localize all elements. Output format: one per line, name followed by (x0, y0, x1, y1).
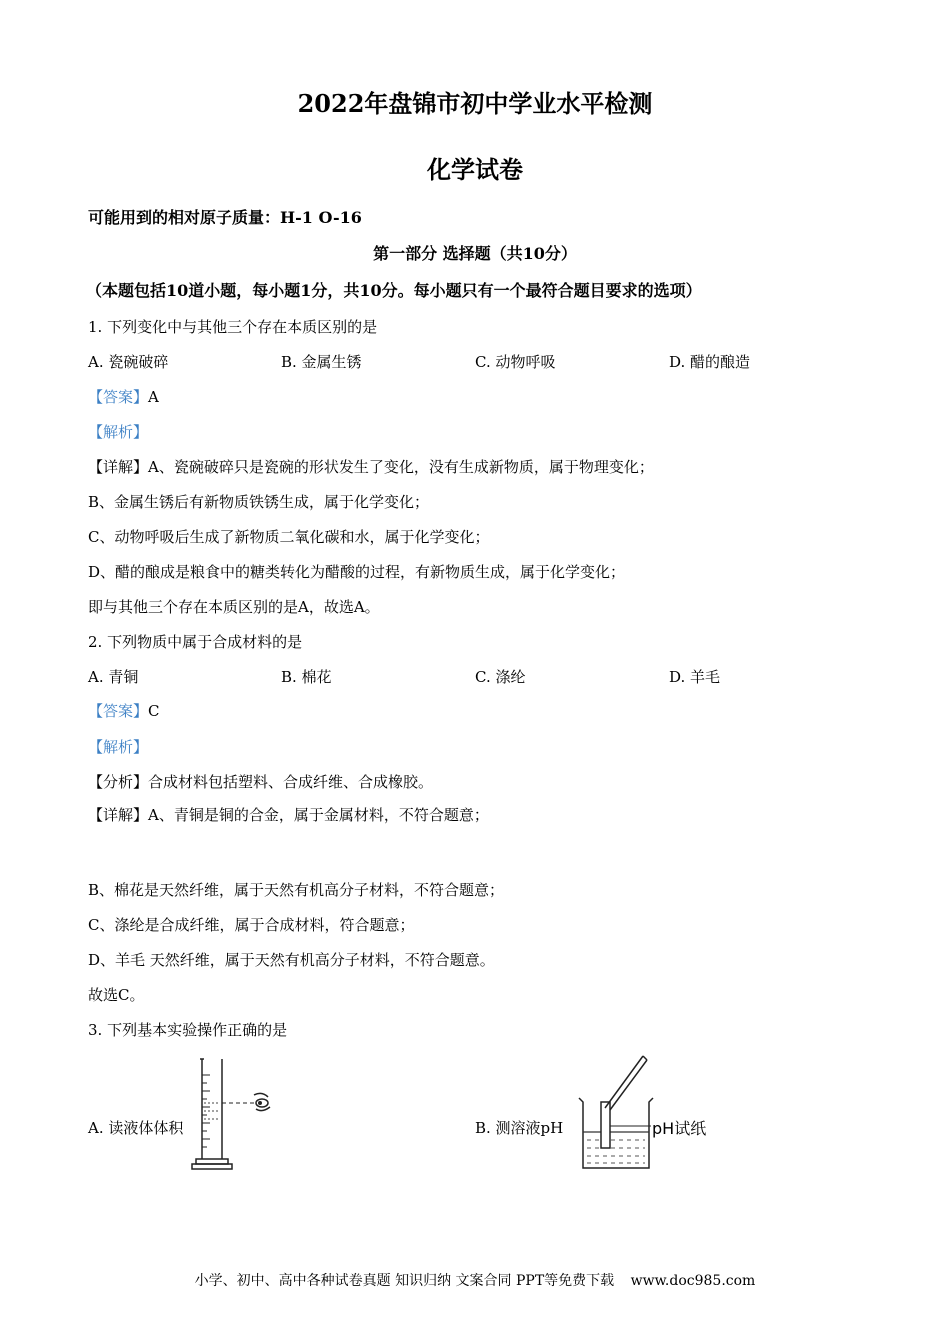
q1-option-b: B. 金属生锈 (281, 353, 362, 371)
page-footer (0, 1270, 950, 1290)
footer-site-link[interactable]: www.doc985.com (630, 1273, 756, 1289)
footer-text: 小学、初中、高中各种试卷真题 知识归纳 文案合同 PPT等免费下载 (194, 1273, 615, 1289)
q1-answer (88, 386, 159, 407)
q2-detail-line: C、涤纶是合成纤维，属于合成材料，符合题意； (88, 916, 415, 934)
q2-option-d: D. 羊毛 (669, 668, 721, 686)
q2-stem: 2. 下列物质中属于合成材料的是 (88, 633, 303, 651)
section-instructions: （本题包括10道小题，每小题1分，共10分。每小题只有一个最符合题目要求的选项） (86, 281, 702, 300)
q1-stem: 1. 下列变化中与其他三个存在本质区别的是 (88, 318, 378, 336)
q1-detail-line: B、金属生锈后有新物质铁锈生成，属于化学变化； (88, 493, 430, 511)
q1-detail-line: 即与其他三个存在本质区别的是A，故选A。 (88, 598, 380, 616)
q1-analysis-tag: 【解析】 (88, 423, 149, 441)
q3-option-a-label: A. 读液体体积 (88, 1119, 184, 1137)
q2-detail-line: 【详解】A、青铜是铜的合金，属于金属材料，不符合题意； (88, 806, 489, 824)
exam-subtitle: 化学试卷 (427, 155, 523, 184)
q2-option-a: A. 青铜 (88, 668, 139, 686)
q1-option-c: C. 动物呼吸 (475, 353, 556, 371)
q2-answer (88, 700, 160, 721)
atomic-mass-note: 可能用到的相对原子质量：H-1 O-16 (88, 208, 362, 227)
graduated-cylinder-image (190, 1055, 280, 1173)
q1-detail-line: D、醋的酿成是粮食中的糖类转化为醋酸的过程，有新物质生成，属于化学变化； (88, 563, 626, 581)
q2-option-b: B. 棉花 (281, 668, 332, 686)
q3-stem: 3. 下列基本实验操作正确的是 (88, 1021, 288, 1039)
q2-detail-line: 故选C。 (88, 986, 145, 1004)
q1-detail-line: 【详解】A、瓷碗破碎只是瓷碗的形状发生了变化，没有生成新物质，属于物理变化； (88, 458, 654, 476)
answer-tag: 【答案】 (88, 702, 149, 720)
q2-analysis-line: 【分析】合成材料包括塑料、合成纤维、合成橡胶。 (88, 773, 434, 791)
q2-option-c: C. 涤纶 (475, 668, 526, 686)
q1-option-a: A. 瓷碗破碎 (88, 353, 169, 371)
q1-option-d: D. 醋的酿造 (669, 353, 751, 371)
q3-option-b-label: B. 测溶液pH (475, 1119, 564, 1137)
q1-detail-line: C、动物呼吸后生成了新物质二氧化碳和水，属于化学变化； (88, 528, 490, 546)
exam-title: 2022年盘锦市初中学业水平检测 (297, 89, 653, 118)
q2-detail-line: B、棉花是天然纤维，属于天然有机高分子材料，不符合题意； (88, 881, 505, 899)
q2-detail-line: D、羊毛 天然纤维，属于天然有机高分子材料，不符合题意。 (88, 951, 495, 969)
answer-value: A (148, 388, 159, 406)
q2-analysis-tag: 【解析】 (88, 738, 149, 756)
section-heading: 第一部分 选择题（共10分） (373, 244, 577, 263)
beaker-ph-image (575, 1052, 715, 1174)
ph-paper-label: pH试纸 (652, 1119, 707, 1138)
answer-tag: 【答案】 (88, 388, 149, 406)
answer-value: C (148, 702, 160, 720)
